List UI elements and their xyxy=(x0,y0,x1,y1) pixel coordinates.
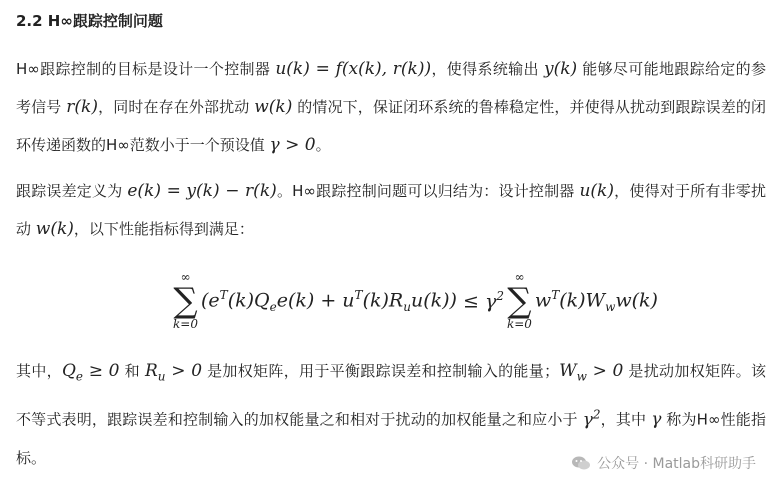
watermark xyxy=(571,453,756,473)
text: ，其中 xyxy=(600,411,652,430)
math-controller: u(k) = f(x(k), r(k)) xyxy=(275,59,432,79)
text: 是加权矩阵，用于平衡跟踪误差和控制输入的能量； xyxy=(202,362,560,380)
text: 其中， xyxy=(16,362,62,380)
math-ww: $W_w > 0$ xyxy=(559,361,624,384)
text: H∞跟踪控制的目标是设计一个控制器 xyxy=(16,60,276,78)
math-disturbance: w(k) xyxy=(35,219,74,239)
text: 。H∞跟踪控制问题可以归结为：设计控制器 xyxy=(276,182,580,200)
sum-lower-limit: k=0 xyxy=(173,317,198,331)
equation-lhs: $(e^T(k)Q_ee(k) + u^T(k)R_uu(k))$ xyxy=(201,287,457,315)
document xyxy=(16,10,766,477)
text: 称为H∞性能指标。 xyxy=(16,411,766,468)
text: 。 xyxy=(315,136,331,154)
equation-rhs: $w^T(k)W_ww(k)$ xyxy=(534,287,658,315)
text: 跟踪误差定义为 xyxy=(16,182,128,200)
wechat-icon xyxy=(571,455,591,471)
watermark-text: 公众号 · Matlab科研助手 xyxy=(597,456,756,472)
performance-inequality xyxy=(16,260,766,342)
math-reference: r(k) xyxy=(66,97,98,117)
text: 和 xyxy=(119,362,145,380)
math-gamma-squared: $\gamma^2$ xyxy=(582,407,601,431)
math-disturbance: w(k) xyxy=(254,97,293,117)
text: ，使得对于所有非零扰动 xyxy=(16,182,766,238)
equation-relation: ≤ $\gamma^2$ xyxy=(456,289,504,313)
sum-symbol-right: ∞ ∑ k=0 xyxy=(506,270,532,331)
section-heading: 2.2 H∞跟踪控制问题 xyxy=(16,12,163,30)
text: ，以下性能指标得到满足： xyxy=(73,220,254,238)
math-controller: u(k) xyxy=(579,181,614,201)
sum-symbol-left: ∞ ∑ k=0 xyxy=(173,270,198,331)
text: 能够尽可能地跟踪给定的参考信号 xyxy=(16,60,766,116)
sum-lower-limit: k=0 xyxy=(506,317,532,331)
math-output: y(k) xyxy=(543,59,578,79)
text: ，同时在存在外部扰动 xyxy=(97,98,255,116)
text: ，使得系统输出 xyxy=(431,60,544,78)
text: 的情况下，保证闭环系统的鲁棒稳定性，并使得从扰动到跟踪误差的闭环传递函数的H∞范数小于一个预设值 xyxy=(16,98,766,154)
math-gamma: γ xyxy=(651,410,662,431)
math-ru: $R_u > 0$ xyxy=(144,361,203,384)
math-gamma: γ > 0 xyxy=(269,135,316,155)
paragraph-error-definition xyxy=(16,172,766,248)
math-qe: $Q_e \ge 0$ xyxy=(61,361,120,384)
paragraph-objective xyxy=(16,50,766,164)
sum-upper-limit: ∞ xyxy=(514,270,525,284)
text: 是扰动加权矩阵。该不等式表明，跟踪误差和控制输入的加权能量之和相对于扰动的加权能量之和应小于 xyxy=(16,362,766,430)
sum-upper-limit: ∞ xyxy=(180,270,191,284)
math-error: e(k) = y(k) − r(k) xyxy=(127,181,277,201)
